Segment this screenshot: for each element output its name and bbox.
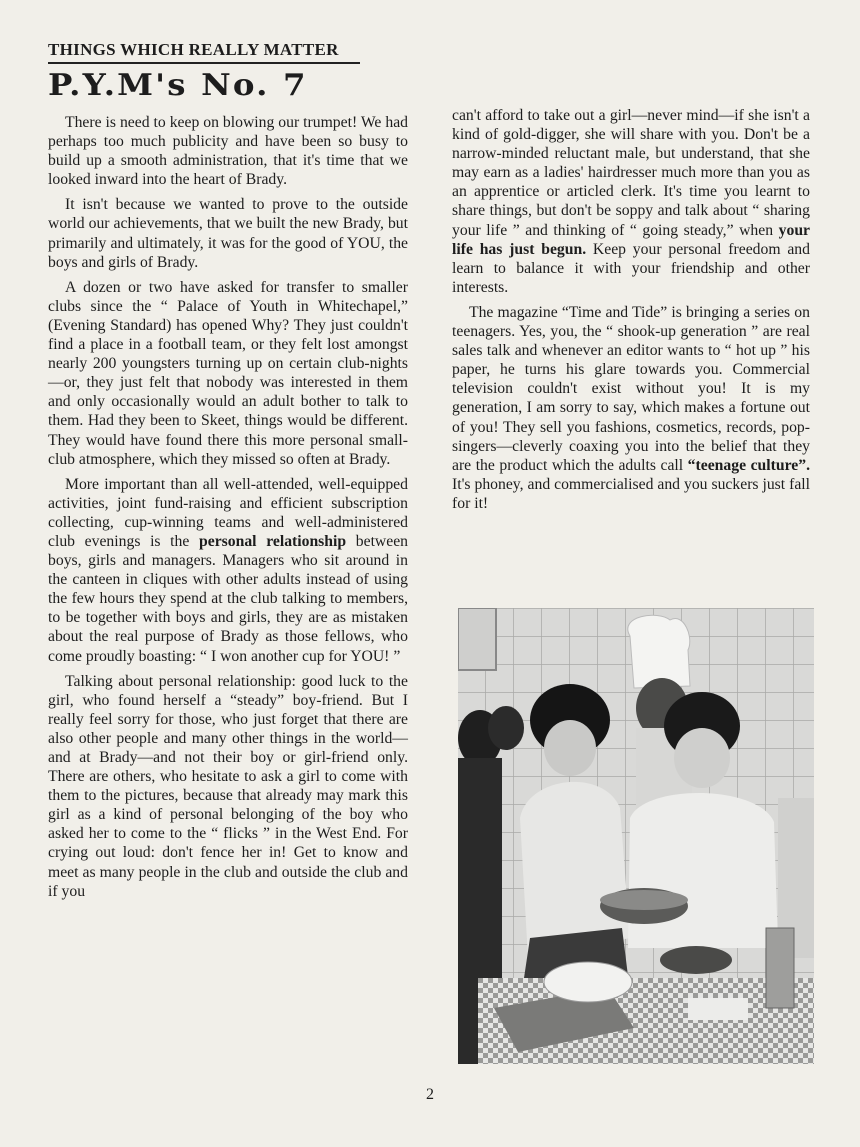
paragraph-text: More important than all well-attended, well-equipped activities, joint fund-raising and efficient subscription collecting, cup-winning teams and well-administered club evenings is the <box>48 475 408 550</box>
left-column <box>48 113 408 907</box>
emphasis-text: your life has just begun. <box>452 221 810 258</box>
right-column <box>452 106 810 519</box>
paragraph-text: The magazine “Time and Tide” is bringing a series on teenagers. Yes, you, the “ shook-up generation ” are real sales talk and whenever an editor wants to “ hot up ” his paper, he turns his glare towards you. Commercial television couldn't exist without you! It is my generation, I am sorry to say, which makes a fortune out of you! They sell you fashions, cosmetics, records, pop-singers—cleverly coaxing you into the belief that they are the product which the adults call <box>452 303 810 474</box>
emphasis-text: personal relationship <box>199 532 347 550</box>
emphasis-text: “teenage culture”. <box>687 456 810 474</box>
paragraph: Talking about personal relationship: good luck to the girl, who found herself a “steady” boy-friend. But I really feel sorry for those, who just forget that there are also other people and many other things in the world—and at Brady—and not their boy or girl-friend only. There are others, who hesitate to ask a girl to come with them to the pictures, because that already may mark this girl as a kind of personal belonging of the boy who asked her to come to the “ flicks ” in the West End. For crying out loud: don't fence her in! Get to know and meet as many people in the club and outside the club and if you <box>48 672 408 900</box>
paragraph-text: Keep your personal freedom and learn to balance it with your friendship and other interests. <box>452 240 810 296</box>
paragraph: A dozen or two have asked for transfer to smaller clubs since the “ Palace of Youth in Whitechapel,” (Evening Standard) has opened Why? They just couldn't find a place in a football team, or they felt lost amongst nearly 200 youngsters turning up on certain club-nights—or, they just felt that nobody was interested in them and only occasionally would an adult bother to talk to them. Had they been to Skeet, things would be different. They would have found there this more personal small-club atmosphere, which they missed so often at Brady. <box>48 278 408 468</box>
paragraph: It isn't because we wanted to prove to the outside world our achievements, that we built the new Brady, but primarily and ultimately, it was for the good of YOU, the boys and girls of Brady. <box>48 196 408 271</box>
paragraph-text: between boys, girls and managers. Managers who sit around in the canteen in cliques with other adults instead of using the few hours they spend at the club talking to members, to be together with boys and girls, they are as mistaken about the real purpose of Brady as those fellows, who come proudly boasting: “ I won another cup for YOU! ” <box>48 532 409 665</box>
paragraph <box>452 106 810 297</box>
paragraph <box>48 475 408 666</box>
kitchen-photo-icon <box>458 608 814 1064</box>
paragraph: There is need to keep on blowing our trumpet! We had perhaps too much publicity and have been so busy to build up a smooth administration, that it's time that we looked inward into the heart of Brady. <box>48 114 408 189</box>
article-title: P.Y.M's No. 7 <box>48 68 308 103</box>
paragraph-text: It's phoney, and commercialised and you suckers just fall for it! <box>452 475 810 512</box>
paragraph-text: can't afford to take out a girl—never mind—if she isn't a kind of gold-digger, she will share with you. Don't be a narrow-minded reluctant male, but understand, that she may earn as a ladies' hairdresser much more than you as an apprentice or articled clerk. It's time you learnt to share things, but don't be soppy and talk about “ sharing your life ” and thinking of “ going steady,” when <box>452 107 810 239</box>
section-kicker: THINGS WHICH REALLY MATTER <box>48 40 360 64</box>
page-number: 2 <box>426 1086 434 1103</box>
paragraph <box>452 303 810 513</box>
